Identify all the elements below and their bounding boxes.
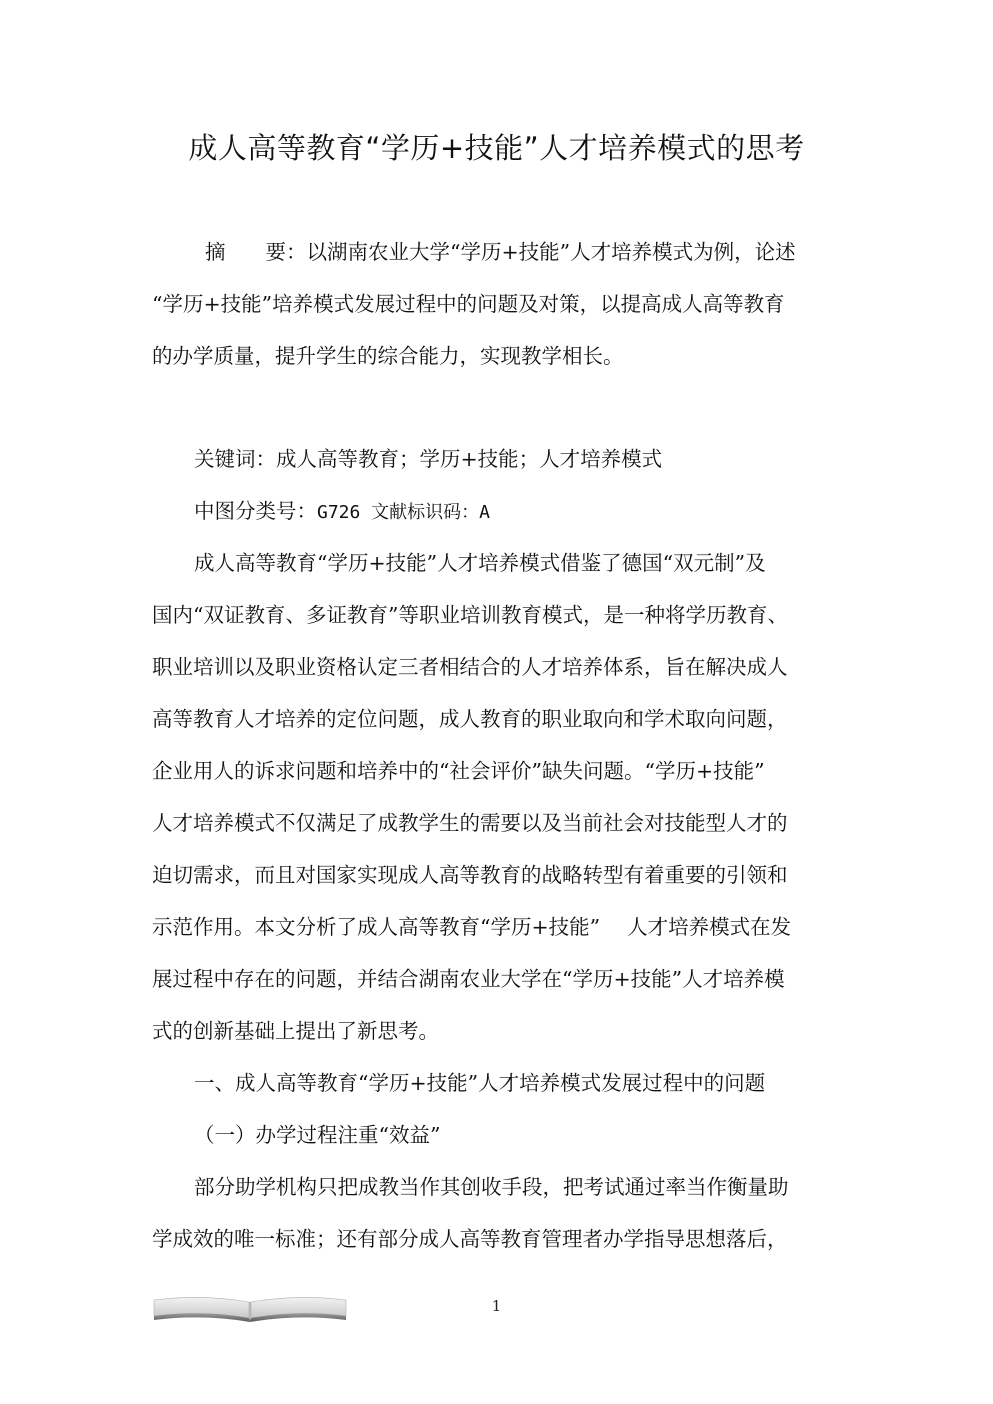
- classification-code: G726 文献标识码：A: [317, 502, 491, 523]
- document-title: 成人高等教育“学历+技能”人才培养模式的思考: [188, 131, 805, 165]
- body-line: 展过程中存在的问题，并结合湖南农业大学在“学历+技能”人才培养模: [152, 967, 785, 991]
- body-line: 成人高等教育“学历+技能”人才培养模式借鉴了德国“双元制”及: [194, 551, 766, 575]
- body-line: 人才培养模式不仅满足了成教学生的需要以及当前社会对技能型人才的: [152, 811, 788, 835]
- abstract-label-a: 摘: [205, 240, 226, 264]
- classification-line: [194, 496, 490, 528]
- abstract-line-1: [205, 237, 796, 267]
- body-line: 职业培训以及职业资格认定三者相结合的人才培养体系，旨在解决成人: [152, 655, 788, 679]
- body-line: 部分助学机构只把成教当作其创收手段，把考试通过率当作衡量助: [194, 1175, 789, 1199]
- subsection-heading: （一）办学过程注重“效益”: [194, 1123, 441, 1147]
- abstract-line-3: 的办学质量，提升学生的综合能力，实现教学相长。: [152, 344, 624, 368]
- body-line: 学成效的唯一标准；还有部分成人高等教育管理者办学指导思想落后，: [152, 1227, 788, 1251]
- body-line: 示范作用。本文分析了成人高等教育“学历+技能” 人才培养模式在发: [152, 915, 792, 939]
- page-number: 1: [491, 1297, 502, 1315]
- body-line: 式的创新基础上提出了新思考。: [152, 1019, 439, 1043]
- section-heading: 一、成人高等教育“学历+技能”人才培养模式发展过程中的问题: [194, 1071, 766, 1095]
- classification-label: 中图分类号：: [194, 499, 317, 523]
- body-line: 高等教育人才培养的定位问题，成人教育的职业取向和学术取向问题，: [152, 707, 788, 731]
- body-line: 企业用人的诉求问题和培养中的“社会评价”缺失问题。“学历+技能”: [152, 759, 765, 783]
- body-line: 国内“双证教育、多证教育”等职业培训教育模式，是一种将学历教育、: [152, 603, 788, 627]
- abstract-line-2: “学历+技能”培养模式发展过程中的问题及对策，以提高成人高等教育: [152, 292, 785, 316]
- keywords-line: 关键词：成人高等教育；学历+技能；人才培养模式: [194, 447, 663, 471]
- abstract-label-b: 要：以湖南农业大学“学历+技能”人才培养模式为例，论述: [265, 240, 796, 264]
- body-line: 迫切需求，而且对国家实现成人高等教育的战略转型有着重要的引领和: [152, 863, 788, 887]
